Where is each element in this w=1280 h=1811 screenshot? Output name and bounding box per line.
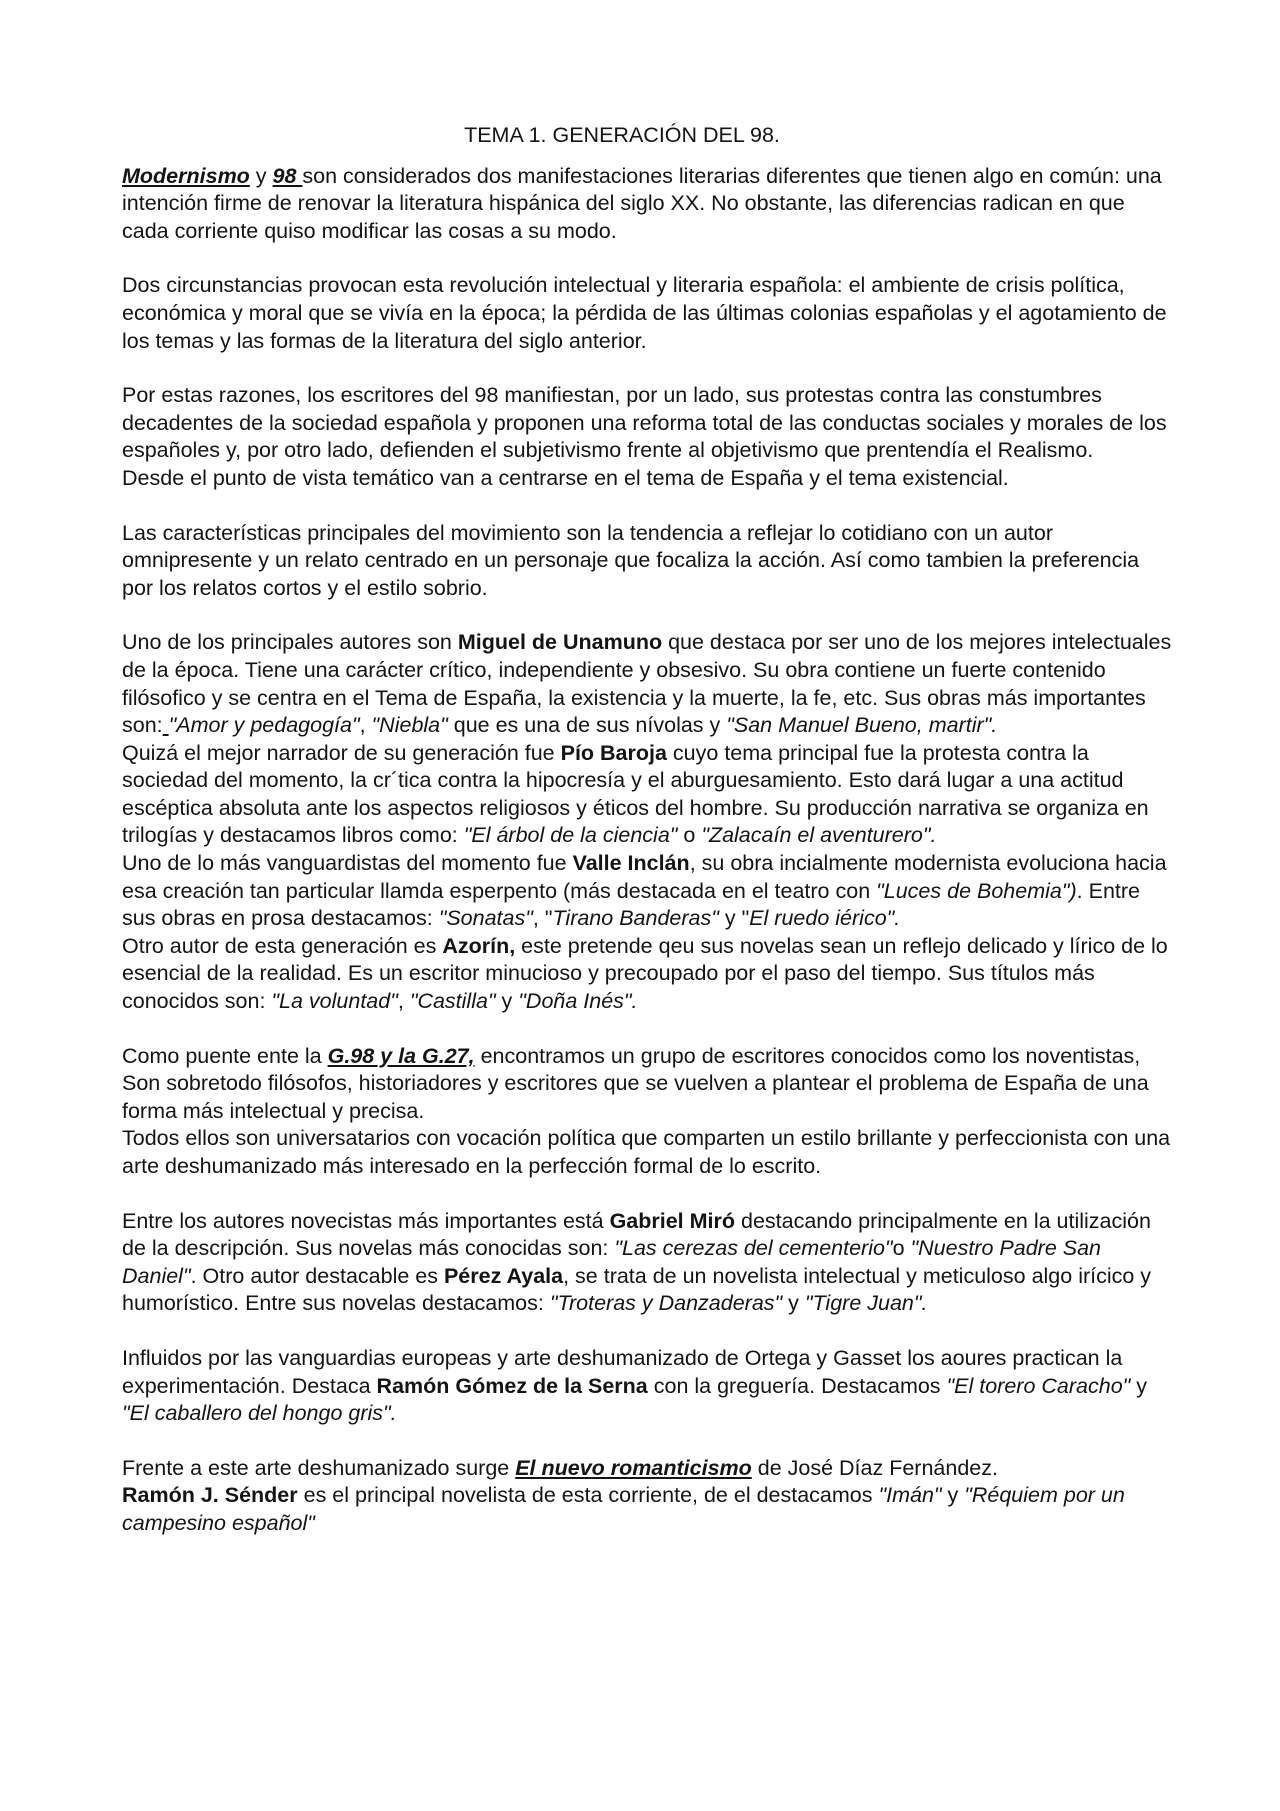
paragraph-characteristics: Las características principales del movimiento son la tendencia a reflejar lo cotidiano con un autor omnipresente y un relato centrado en un personaje que focaliza la acción. Así como tambien la preferencia por los relatos cortos y el estilo sobrio. [122, 520, 1140, 600]
author-valle-inclan: Valle Inclán [572, 851, 690, 876]
author-baroja: Pío Baroja [560, 740, 667, 765]
paragraph-unamuno: Uno de los principales autores son Miguel de Unamuno que destaca por ser uno de los mejores intelectuales de la época. Tiene una carácter crítico, independiente y obsesivo. Su obra contiene un fuerte contenido filósofico y se centra en el Tema de España, la existencia y la muerte, la fe, etc. Sus obras más importantes son: "Amor y pedagogía", "Niebla" que es una de sus nívolas y "San Manuel Bueno, martir". [122, 630, 1172, 738]
document-page [122, 122, 1172, 1538]
paragraph-reasons: Por estas razones, los escritores del 98 manifiestan, por un lado, sus protestas contra las constumbres decadentes de la sociedad española y proponen una reforma total de las conductas sociales y morales de los españoles y, por otro lado, defienden el subjetivismo frente al objetivismo que prentendía el Realismo. [122, 383, 1167, 463]
paragraph-sender: Ramón J. Sénder es el principal novelista de esta corriente, de el destacamos "Imán" y "Réquiem por un campesino español" [122, 1483, 1125, 1535]
term-nuevo-romanticismo: El nuevo romanticismo [515, 1455, 752, 1480]
author-unamuno: Miguel de Unamuno [457, 630, 663, 655]
document-title: TEMA 1. GENERACIÓN DEL 98. [464, 123, 780, 147]
author-gabriel-miro: Gabriel Miró [609, 1208, 736, 1233]
author-perez-ayala: Pérez Ayala [443, 1263, 564, 1288]
paragraph-azorin: Otro autor de esta generación es Azorín, este pretende qeu sus novelas sean un reflejo delicado y lírico de lo esencial de la realidad. Es un escritor minucioso y precoupado por el paso del tiempo. Sus títulos más conocidos son: "La voluntad", "Castilla" y "Doña Inés". [122, 933, 1168, 1014]
author-gomez-de-la-serna: Ramón Gómez de la Serna [376, 1373, 648, 1398]
term-98: 98 [272, 163, 303, 188]
author-azorin: Azorín, [442, 933, 516, 958]
paragraph-valle-inclan: Uno de lo más vanguardistas del momento fue Valle Inclán, su obra incialmente modernista evoluciona hacia esa creación tan particular llamda esperpento (más destacada en el teatro con "Luces de Bohemia"). Entre sus obras en prosa destacamos: "Sonatas", "Tirano Banderas" y "El ruedo iérico". [122, 851, 1167, 931]
paragraph-nuevo-romanticismo: Frente a este arte deshumanizado surge El nuevo romanticismo de José Díaz Fernández. [122, 1455, 998, 1480]
paragraph-baroja: Quizá el mejor narrador de su generación fue Pío Baroja cuyo tema principal fue la protesta contra la sociedad del momento, la cr´tica contra la hipocresía y el aburguesamiento. Esto dará lugar a una actitud escéptica absoluta ante los aspectos religiosos y éticos del hombre. Su producción narrativa se organiza en trilogías y destacamos libros como: "El árbol de la ciencia" o "Zalacaín el aventurero". [122, 740, 1149, 848]
paragraph-circumstances: Dos circunstancias provocan esta revolución intelectual y literaria española: el ambiente de crisis política, económica y moral que se vivía en la época; la pérdida de las últimas colonias españolas y el agotamiento de los temas y las formas de la literatura del siglo anterior. [122, 273, 1167, 353]
paragraph-universitarios: Todos ellos son universatarios con vocación política que comparten un estilo brillante y perfeccionista con una arte deshumanizado más interesado en la perfección formal de lo escrito. [122, 1126, 1171, 1178]
paragraph-intro: Modernismo y 98 son considerados dos manifestaciones literarias diferentes que tienen algo en común: una intención firme de renovar la literatura hispánica del siglo XX. No obstante, las diferencias radican en que cada corriente quiso modificar las cosas a su modo. [122, 163, 1162, 243]
paragraph-themes: Desde el punto de vista temático van a centrarse en el tema de España y el tema existencial. [122, 465, 1009, 490]
term-g98-g27: G.98 y la G.27, [327, 1043, 475, 1068]
author-sender: Ramón J. Sénder [122, 1483, 298, 1508]
term-modernismo: Modernismo [122, 163, 250, 188]
paragraph-noventistas: Como puente ente la G.98 y la G.27, encontramos un grupo de escritores conocidos como los noventistas, Son sobretodo filósofos, historiadores y escritores que se vuelven a plantear el problema de España de una forma más intelectual y precisa. [122, 1043, 1149, 1123]
paragraph-vanguardias: Influidos por las vanguardias europeas y arte deshumanizado de Ortega y Gasset los aoures practican la experimentación. Destaca Ramón Gómez de la Serna con la greguería. Destacamos "El torero Caracho" y "El caballero del hongo gris". [122, 1345, 1148, 1426]
paragraph-novecistas: Entre los autores novecistas más importantes está Gabriel Miró destacando principalmente en la utilización de la descripción. Sus novelas más conocidas son: "Las cerezas del cementerio"o "Nuestro Padre San Daniel". Otro autor destacable es Pérez Ayala, se trata de un novelista intelectual y meticuloso algo irícico y humorístico. Entre sus novelas destacamos: "Troteras y Danzaderas" y "Tigre Juan". [122, 1208, 1152, 1316]
